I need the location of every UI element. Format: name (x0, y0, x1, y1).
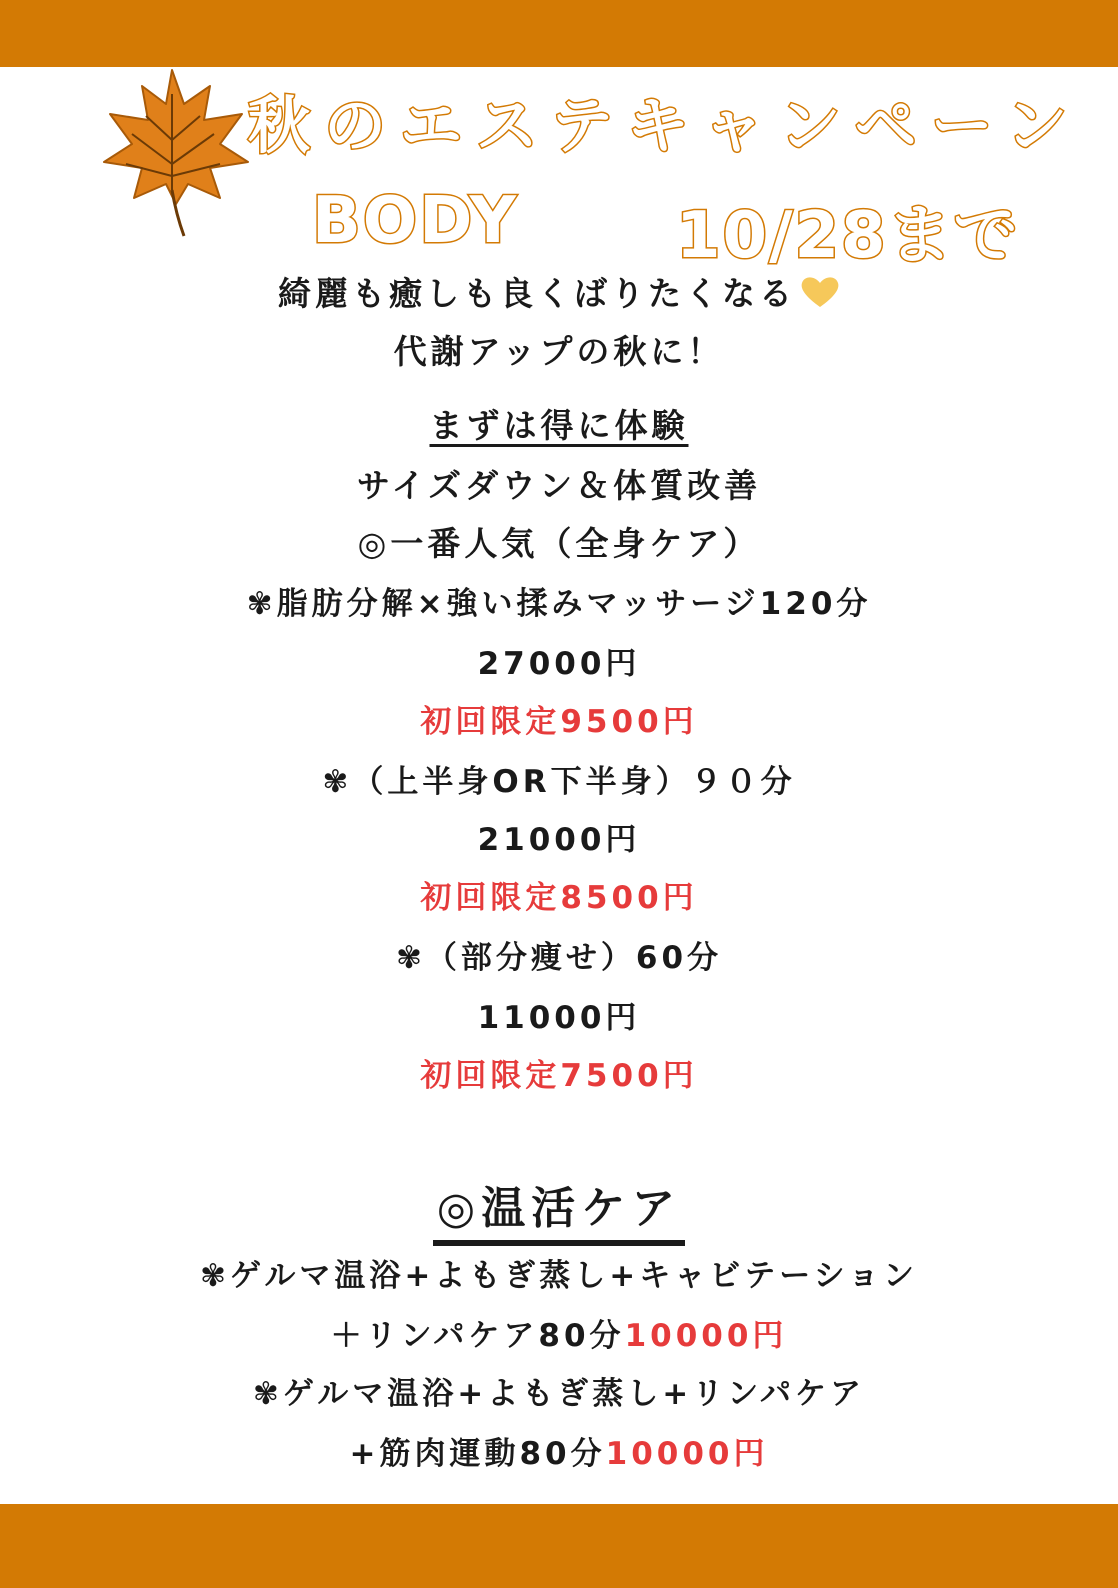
warm-care-item-desc: ＋リンパケア80分 (330, 1318, 625, 1354)
heart-icon (800, 275, 840, 309)
body-label: BODY (312, 184, 518, 258)
warm-care-heading-text: ◎温活ケア (433, 1183, 685, 1246)
warm-care-item-line-1: ✾ゲルマ温浴+よもぎ蒸し+リンパケア (252, 1376, 866, 1412)
intro-line-1 (0, 268, 1118, 315)
menu-item-name: ✾（部分痩せ）60分 (395, 940, 723, 976)
menu-item-name: ✾（上半身OR下半身）９０分 (322, 764, 796, 800)
trial-heading (0, 400, 1118, 447)
menu-item-name: ✾脂肪分解×強い揉みマッサージ120分 (246, 586, 872, 622)
warm-care-item-line-1: ✾ゲルマ温浴+よもぎ蒸し+キャビテーション (199, 1258, 919, 1294)
autumn-leaf-icon (92, 64, 252, 240)
warm-care-item-price: 10000円 (624, 1318, 788, 1354)
menu-item-first-time-price: 初回限定8500円 (420, 880, 698, 916)
menu-item-first-time-price: 初回限定7500円 (420, 1058, 698, 1094)
menu-item-price: 11000円 (477, 1000, 641, 1036)
top-orange-band (0, 0, 1118, 67)
menu-item-price: 21000円 (477, 822, 641, 858)
warm-care-item-price: 10000円 (605, 1436, 769, 1472)
menu-item-first-time-price: 初回限定9500円 (420, 704, 698, 740)
warm-care-item-desc: +筋肉運動80分 (349, 1436, 606, 1472)
campaign-title: 秋のエステキャンペーン (248, 89, 1082, 162)
bottom-orange-band (0, 1504, 1118, 1588)
campaign-deadline: 10/28まで (676, 199, 1020, 273)
trial-heading-text: まずは得に体験 (429, 406, 689, 445)
warm-care-heading (0, 1172, 1118, 1236)
trial-subtitle: サイズダウン＆体質改善 (356, 466, 762, 505)
warm-care-item-line-2 (0, 1310, 1118, 1355)
popular-label: ◎一番人気（全身ケア） (357, 524, 761, 563)
warm-care-item-line-2 (0, 1428, 1118, 1473)
menu-item-price: 27000円 (477, 646, 641, 682)
intro-line-2: 代謝アップの秋に！ (393, 332, 725, 371)
intro-line-1-text: 綺麗も癒しも良くばりたくなる (278, 274, 796, 313)
